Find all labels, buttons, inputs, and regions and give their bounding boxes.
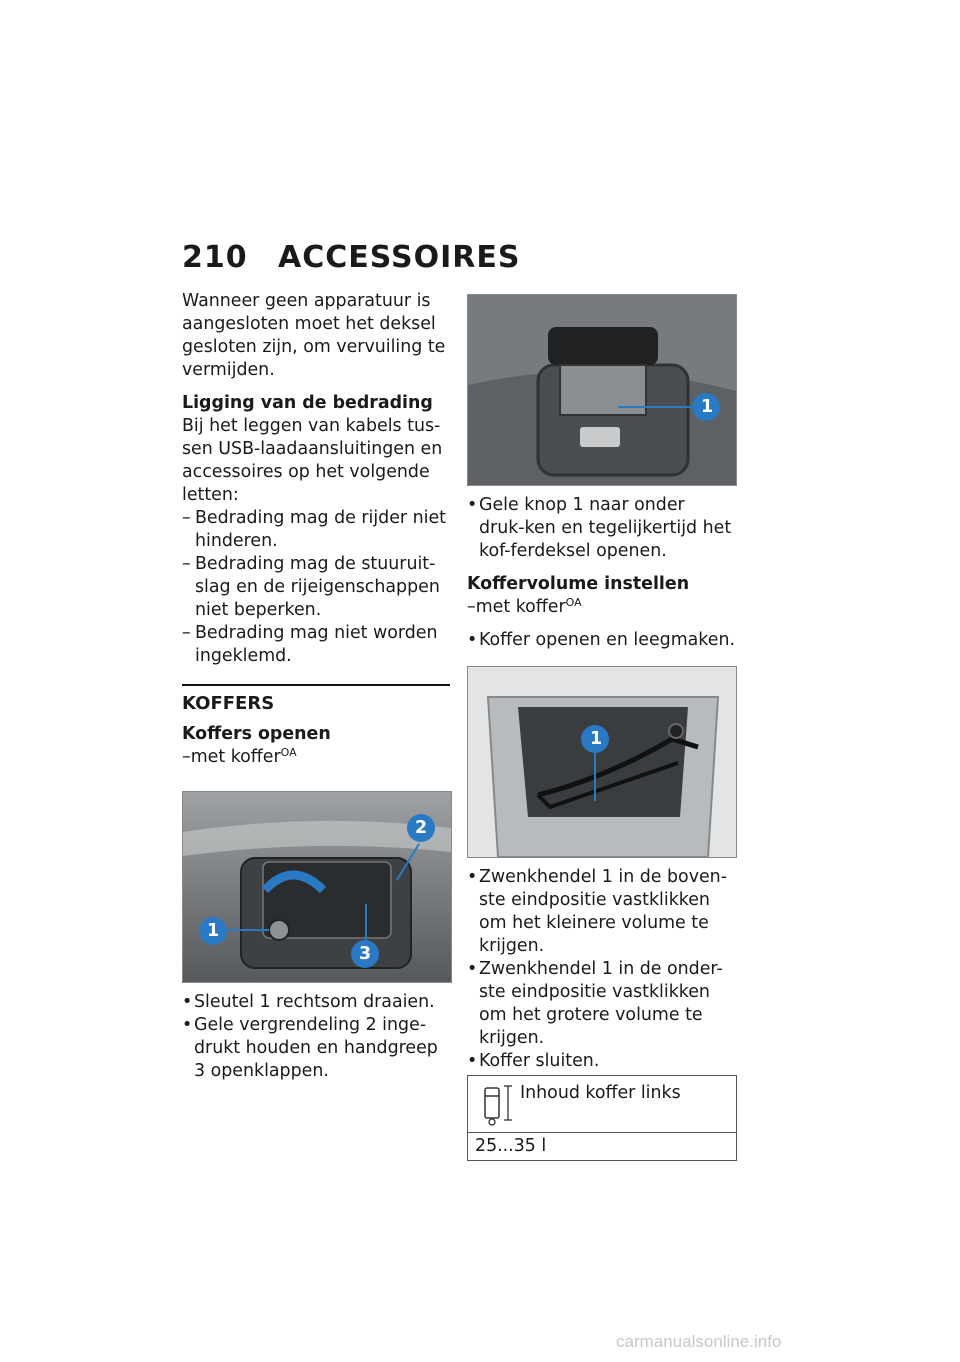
lock-handle-illustration xyxy=(183,792,451,982)
table-header xyxy=(468,1076,736,1133)
volume-heading: Koffervolume instellen xyxy=(467,574,690,594)
right-column xyxy=(467,294,735,1161)
wiring-heading: Ligging van de bedrading xyxy=(182,393,433,413)
left-column xyxy=(182,290,450,1083)
list-item: • Koffer openen en leegmaken. xyxy=(467,630,736,650)
list-item: • Gele vergrendeling 2 inge-drukt houden en handgreep 3 openklappen. xyxy=(182,1015,438,1081)
section-divider xyxy=(182,684,450,686)
callout-label: 1 xyxy=(701,397,714,417)
figure-swivel-lever xyxy=(467,666,737,858)
yellow-button-illustration xyxy=(468,295,736,485)
table-value: 25...35 l xyxy=(475,1136,547,1156)
callout-label: 2 xyxy=(415,818,428,838)
section-title: ACCESSOIRES xyxy=(278,240,521,275)
open-heading: Koffers openen xyxy=(182,724,331,744)
list-item: • Koffer sluiten. xyxy=(467,1051,600,1071)
list-item: • Sleutel 1 rechtsom draaien. xyxy=(182,992,435,1012)
capacity-table xyxy=(467,1075,737,1161)
swivel-lever-illustration xyxy=(468,667,736,857)
option-line: –met koffer$^{OA}$ xyxy=(182,746,297,767)
page-number: 210 xyxy=(182,240,248,275)
wiring-text: Bij het leggen van kabels tus-sen USB-laadaansluitingen en accessoires op het volgende letten: xyxy=(182,416,443,505)
figure-lock-handle xyxy=(182,791,452,983)
list-item: • Gele knop 1 naar onder druk-ken en tegelijkertijd het kof-ferdeksel openen. xyxy=(467,495,732,561)
callout-label: 3 xyxy=(359,944,372,964)
table-label: Inhoud koffer links xyxy=(520,1083,681,1103)
callout-label: 1 xyxy=(207,921,220,941)
figure-yellow-button xyxy=(467,294,737,486)
watermark: carmanualsonline.info xyxy=(616,1332,782,1351)
list-item: – Bedrading mag de stuuruit-slag en de rijeigenschappen niet beperken. xyxy=(182,554,440,620)
list-item: – Bedrading mag niet worden ingeklemd. xyxy=(182,623,438,666)
list-item: • Zwenkhendel 1 in de boven-ste eindpositie vastklikken om het kleinere volume te krijgen. xyxy=(467,867,727,956)
callout-label: 1 xyxy=(590,729,603,749)
intro-text: Wanneer geen apparatuur is aangesloten moet het deksel gesloten zijn, om vervuiling te vermijden. xyxy=(182,291,446,380)
list-item: – Bedrading mag de rijder niet hinderen. xyxy=(182,508,446,551)
koffers-heading: KOFFERS xyxy=(182,693,275,714)
case-volume-icon xyxy=(478,1080,518,1130)
list-item: • Zwenkhendel 1 in de onder-ste eindpositie vastklikken om het grotere volume te krijgen. xyxy=(467,959,723,1048)
option-line: –met koffer$^{OA}$ xyxy=(467,596,582,617)
page-header xyxy=(182,240,520,275)
